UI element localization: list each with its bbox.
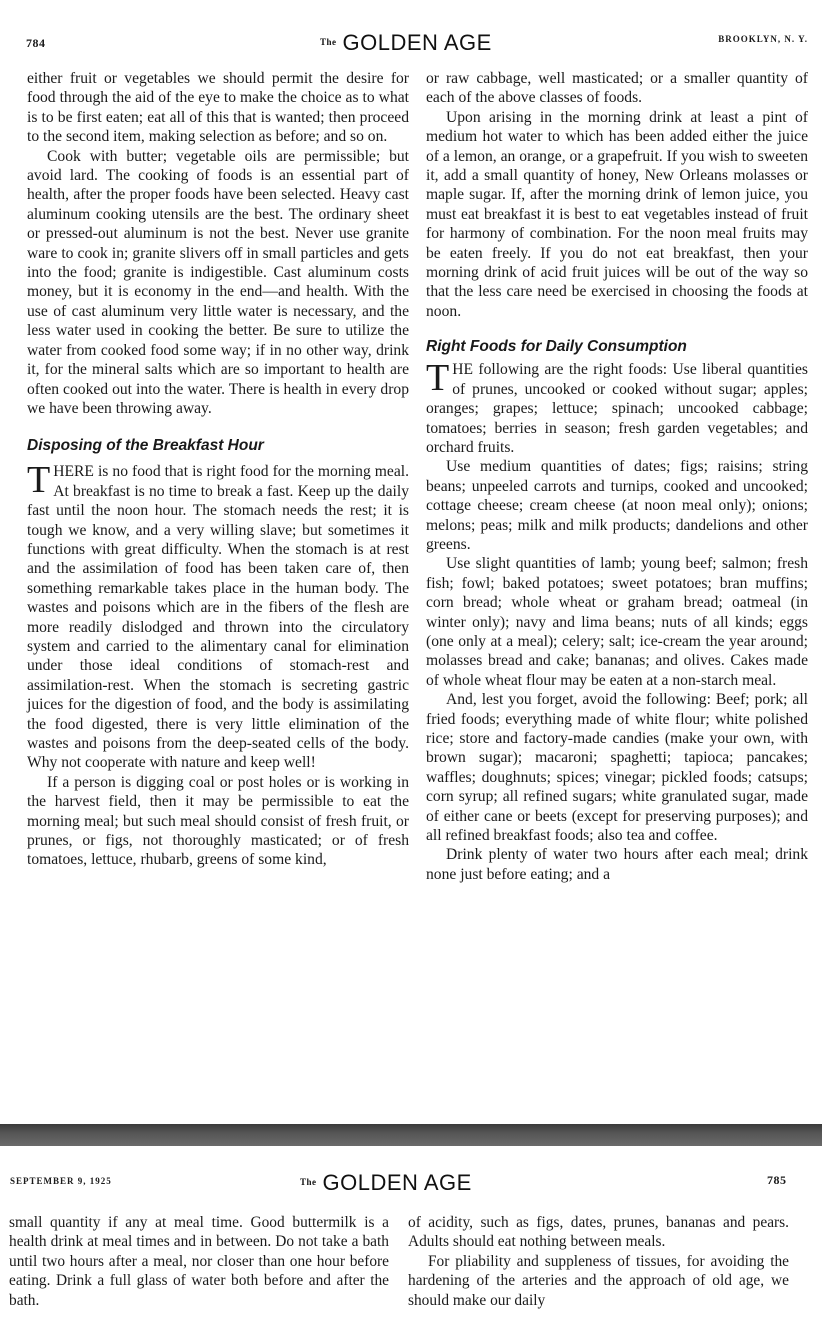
paragraph: For pliability and suppleness of tissues, for avoiding the hardening of the arteries and the approach of old age, we should make our daily	[408, 1252, 789, 1309]
page-header	[0, 1168, 822, 1208]
paragraph: of acidity, such as figs, dates, prunes, bananas and pears. Adults should eat nothing between meals.	[408, 1214, 789, 1251]
paragraph: Use slight quantities of lamb; young beef; salmon; fresh fish; fowl; baked potatoes; sweet potatoes; bran muffins; corn bread; whole wheat or graham bread; oatmeal (in winter only); navy and lima beans; nuts of all kinds; eggs (one only at a meal); celery; salt; ice-cream the year around; molasses bread and cake; bananas; and olives. Cakes made of whole wheat flour may be eaten at a non-starch meal.	[426, 555, 808, 689]
drop-cap: T	[27, 459, 51, 502]
paragraph: THE following are the right foods: Use liberal quantities of prunes, uncooked or cooked without sugar; apples; oranges; grapes; lettuce; spinach; uncooked cabbage; tomatoes; berries in season; fresh garden vegetables; and orchard fruits.	[426, 357, 808, 456]
page-785	[0, 1146, 822, 1332]
drop-cap: T	[426, 357, 450, 400]
paragraph: Use medium quantities of dates; figs; raisins; string beans; unpeeled carrots and turnips, cooked and uncooked; cottage cheese; cream cheese (at noon meal only); onions; melons; peas; milk and milk products; dandelions and other greens.	[426, 458, 808, 553]
section-heading: Disposing of the Breakfast Hour	[27, 437, 264, 455]
page-header	[0, 30, 822, 70]
location-label: BROOKLYN, N. Y.	[718, 34, 808, 44]
page-number: 785	[767, 1173, 787, 1187]
masthead	[320, 30, 492, 56]
masthead-title: GOLDEN AGE	[322, 1170, 472, 1195]
page-number: 784	[26, 36, 46, 50]
page-divider	[0, 1124, 822, 1146]
column-left	[27, 69, 409, 870]
masthead-the: The	[320, 37, 337, 47]
paragraph: either fruit or vegetables we should permit the desire for food through the aid of the eye to make the choice as to what is to be first eaten; eat all of this that is wanted; then proceed to the second item, making selection as before; and so on.	[27, 70, 409, 146]
paragraph: And, lest you forget, avoid the following: Beef; pork; all fried foods; everything made of white flour; white polished rice; store and factory-made candies (make your own, with brown sugar); macaroni; spaghetti; tapioca; pancakes; waffles; doughnuts; spices; vinegar; pickled foods; catsups; corn syrup; all refined sugars; white granulated sugar, made of either cane or beets (except for preserving purposes); and all refined breakfast foods; also tea and coffee.	[426, 691, 808, 845]
column-left	[9, 1213, 389, 1310]
paragraph: or raw cabbage, well masticated; or a smaller quantity of each of the above classes of foods.	[426, 70, 808, 107]
masthead-title: GOLDEN AGE	[342, 30, 492, 55]
paragraph: Drink plenty of water two hours after each meal; drink none just before eating; and a	[426, 846, 808, 883]
paragraph: THERE is no food that is right food for the morning meal. At breakfast is no time to break a fast. Keep up the daily fast until the noon hour. The stomach needs the rest; it is tough we know, and a very willing slave; but sometimes it functions with great difficulty. When the stomach is at rest and the assimilation of food has been taken care of, then something remarkable takes place in the human body. The wastes and poisons which are in the fibers of the flesh are more readily dislodged and thrown into the circulatory system and carried to the alimentary canal for elimination under those ideal conditions of stomach-rest and assimilation-rest. When the stomach is secreting gastric juices for the digestion of food, and the body is assimilating the food digested, there is very little elimination of the wastes and poisons from the deep-seated cells of the body. Why not cooperate with nature and keep well!	[27, 459, 409, 772]
date-label: SEPTEMBER 9, 1925	[10, 1176, 112, 1186]
column-right	[408, 1213, 789, 1310]
masthead-the: The	[300, 1177, 317, 1187]
paragraph: Cook with butter; vegetable oils are permissible; but avoid lard. The cooking of foods is an essential part of health, after the proper foods have been selected. Heavy cast aluminum cooking utensils are the best. The ordinary sheet or pressed-out aluminum is not the best. Never use granite ware to cook in; granite slivers off in small particles and gets into the food; granite is indigestible. Cast aluminum costs money, but it is economy in the end—and health. With the use of cast aluminum very little water is necessary, and the less water used in cooking the better. Be sure to utilize the water from cooked food some way; if in no other way, drink it, for the mineral salts which are so important to health are often cooked out into the water. There is health in every drop we have been throwing away.	[27, 147, 409, 417]
section-heading: Right Foods for Daily Consumption	[426, 338, 687, 356]
masthead	[300, 1170, 472, 1196]
column-right	[426, 69, 808, 884]
paragraph: If a person is digging coal or post holes or is working in the harvest field, then it may be permissible to eat the morning meal; but such meal should consist of fresh fruit, or prunes, or figs, not thoroughly masticated; or of fresh tomatoes, lettuce, rhubarb, greens of some kind,	[27, 773, 409, 869]
paragraph: small quantity if any at meal time. Good buttermilk is a health drink at meal times and in between. Do not take a bath until two hours after a meal, nor closer than one hour before eating. Drink a full glass of water both before and after the bath.	[9, 1214, 389, 1309]
paragraph: Upon arising in the morning drink at least a pint of medium hot water to which has been added either the juice of a lemon, an orange, or a grapefruit. If you wish to sweeten it, add a small quantity of honey, New Orleans molasses or maple sugar. If, after the morning drink of lemon juice, you must eat breakfast it is best to eat vegetables instead of fruit for harmony of combination. For the noon meal fruits may be eaten freely. If you do not eat breakfast, then your morning drink of acid fruit juices will be out of the way so that the less care need be exercised in choosing the foods at noon.	[426, 108, 808, 320]
